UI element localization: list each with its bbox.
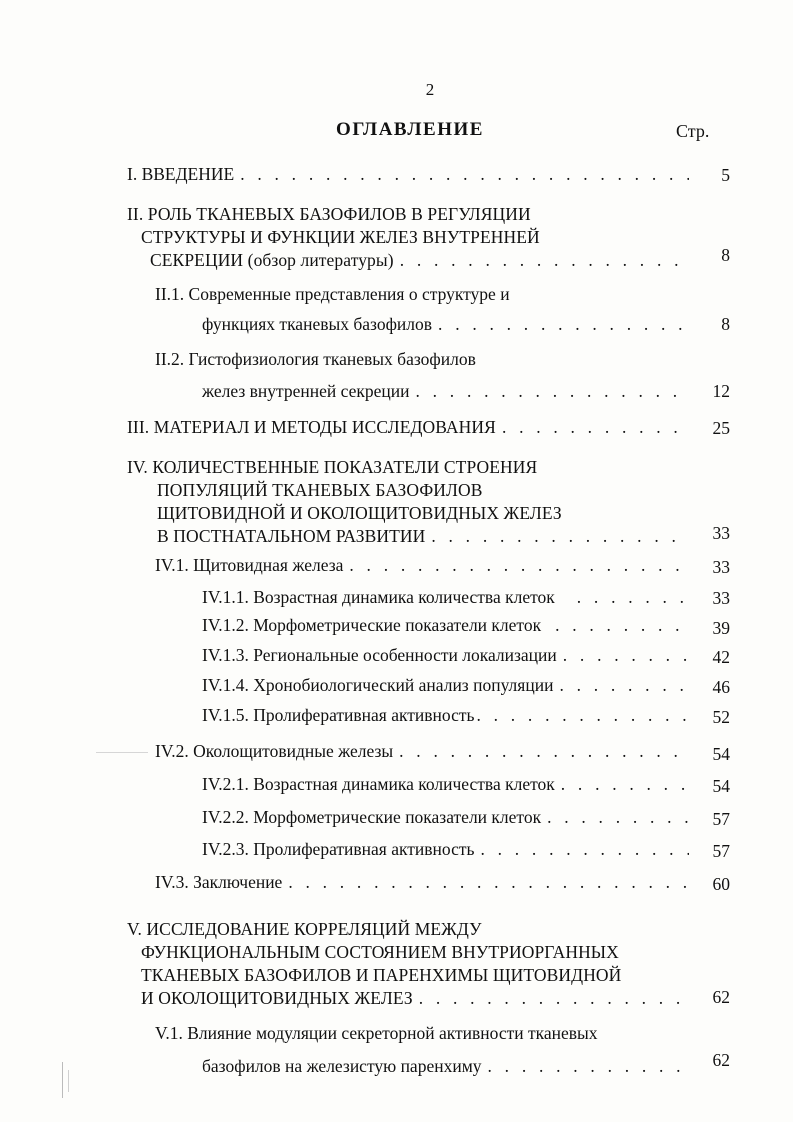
toc-entry-4-2-1[interactable] bbox=[202, 773, 697, 796]
leader-dots bbox=[555, 614, 689, 637]
toc-entry-4-1-2[interactable] bbox=[202, 614, 697, 637]
entry-title: III. МАТЕРИАЛ И МЕТОДЫ ИССЛЕДОВАНИЯ bbox=[127, 417, 496, 437]
entry-title: I. ВВЕДЕНИЕ bbox=[127, 164, 235, 184]
entry-title: IV.2. Околощитовидные железы bbox=[155, 741, 394, 761]
entry-title: IV.1.2. Морфометрические показатели клеток bbox=[202, 615, 542, 635]
entry-title: IV.3. Заключение bbox=[155, 872, 283, 892]
entry-title-line: ПОПУЛЯЦИЙ ТКАНЕВЫХ БАЗОФИЛОВ bbox=[157, 480, 483, 500]
entry-page: 5 bbox=[721, 165, 730, 185]
entry-title-line: И ОКОЛОЩИТОВИДНЫХ ЖЕЛЕЗ bbox=[141, 988, 413, 1008]
leader-dots bbox=[240, 163, 689, 186]
entry-title: IV.1.1. Возрастная динамика количества клеток bbox=[202, 587, 555, 607]
leader-dots bbox=[349, 554, 689, 577]
leader-dots bbox=[476, 704, 689, 727]
toc-entry-4-3[interactable] bbox=[155, 871, 697, 894]
entry-title-line: II.2. Гистофизиология тканевых базофилов bbox=[155, 349, 476, 369]
toc-entry-introduction[interactable] bbox=[127, 163, 697, 186]
entry-title: IV.1.5. Пролиферативная активность bbox=[202, 705, 475, 725]
leader-dots bbox=[288, 871, 689, 894]
entry-page: 42 bbox=[712, 647, 730, 667]
scan-artifact-line bbox=[96, 752, 148, 753]
leader-dots bbox=[488, 1055, 689, 1078]
leader-dots bbox=[559, 674, 689, 697]
entry-page: 33 bbox=[712, 523, 730, 543]
entry-title: IV.1. Щитовидная железа bbox=[155, 555, 344, 575]
entry-title-line: V. ИССЛЕДОВАНИЕ КОРРЕЛЯЦИЙ МЕЖДУ bbox=[127, 919, 482, 939]
leader-dots bbox=[563, 644, 689, 667]
entry-title-line: II.1. Современные представления о структуре и bbox=[155, 284, 510, 304]
entry-title-line: базофилов на железистую паренхиму bbox=[202, 1056, 482, 1076]
leader-dots bbox=[431, 525, 689, 548]
entry-page: 54 bbox=[712, 744, 730, 764]
entry-title-line: функциях тканевых базофилов bbox=[202, 314, 433, 334]
toc-title: ОГЛАВЛЕНИЕ bbox=[336, 119, 484, 140]
page-column-header: Стр. bbox=[676, 121, 710, 141]
leader-dots bbox=[438, 313, 689, 336]
entry-page: 46 bbox=[712, 677, 730, 697]
entry-title-line: ТКАНЕВЫХ БАЗОФИЛОВ И ПАРЕНХИМЫ ЩИТОВИДНОЙ bbox=[141, 965, 622, 985]
leader-dots bbox=[561, 773, 689, 796]
toc-entry-chapter-3[interactable] bbox=[127, 416, 697, 439]
scan-artifact-line bbox=[62, 1062, 63, 1098]
leader-dots bbox=[577, 586, 689, 609]
leader-dots bbox=[400, 249, 689, 272]
entry-title: IV.2.3. Пролиферативная активность bbox=[202, 839, 475, 859]
entry-title-line: желез внутренней секреции bbox=[202, 381, 410, 401]
entry-title-line: СТРУКТУРЫ И ФУНКЦИИ ЖЕЛЕЗ ВНУТРЕННЕЙ bbox=[141, 227, 540, 247]
toc-entry-2-1[interactable] bbox=[155, 283, 697, 336]
leader-dots bbox=[419, 987, 689, 1010]
entry-title: IV.1.3. Региональные особенности локализации bbox=[202, 645, 557, 665]
entry-title-line: СЕКРЕЦИИ (обзор литературы) bbox=[150, 250, 394, 270]
toc-entry-chapter-4[interactable] bbox=[127, 456, 697, 548]
entry-title: IV.2.2. Морфометрические показатели клеток bbox=[202, 807, 542, 827]
entry-page: 62 bbox=[712, 987, 730, 1007]
entry-title-line: IV. КОЛИЧЕСТВЕННЫЕ ПОКАЗАТЕЛИ СТРОЕНИЯ bbox=[127, 457, 538, 477]
entry-page: 57 bbox=[712, 841, 730, 861]
entry-page: 62 bbox=[712, 1050, 730, 1070]
toc-entry-4-2-3[interactable] bbox=[202, 838, 697, 861]
entry-page: 33 bbox=[712, 588, 730, 608]
entry-page: 52 bbox=[712, 707, 730, 727]
entry-page: 8 bbox=[721, 314, 730, 334]
entry-title-line: В ПОСТНАТАЛЬНОМ РАЗВИТИИ bbox=[157, 526, 426, 546]
entry-page: 39 bbox=[712, 618, 730, 638]
entry-title: IV.2.1. Возрастная динамика количества клеток bbox=[202, 774, 555, 794]
entry-page: 57 bbox=[712, 809, 730, 829]
entry-title: IV.1.4. Хронобиологический анализ популяции bbox=[202, 675, 554, 695]
toc-entry-chapter-2[interactable] bbox=[127, 203, 697, 272]
leader-dots bbox=[399, 740, 689, 763]
leader-dots bbox=[480, 838, 689, 861]
toc-entry-4-2-2[interactable] bbox=[202, 806, 697, 829]
toc-entry-2-2[interactable] bbox=[155, 348, 697, 403]
toc-entry-4-1[interactable] bbox=[155, 554, 697, 577]
scan-artifact-line bbox=[68, 1070, 69, 1092]
entry-title-line: ФУНКЦИОНАЛЬНЫМ СОСТОЯНИЕМ ВНУТРИОРГАННЫХ bbox=[141, 942, 619, 962]
entry-title-line: ЩИТОВИДНОЙ И ОКОЛОЩИТОВИДНЫХ ЖЕЛЕЗ bbox=[157, 503, 562, 523]
leader-dots bbox=[416, 380, 690, 403]
entry-page: 12 bbox=[712, 381, 730, 401]
toc-entry-4-1-4[interactable] bbox=[202, 674, 697, 697]
entry-page: 60 bbox=[712, 874, 730, 894]
toc-entry-4-1-5[interactable] bbox=[202, 704, 697, 727]
entry-page: 8 bbox=[721, 245, 730, 265]
toc-entry-4-1-1[interactable] bbox=[202, 586, 697, 609]
toc-entry-chapter-5[interactable] bbox=[127, 918, 697, 1010]
leader-dots bbox=[502, 416, 689, 439]
entry-title-line: II. РОЛЬ ТКАНЕВЫХ БАЗОФИЛОВ В РЕГУЛЯЦИИ bbox=[127, 204, 531, 224]
entry-page: 54 bbox=[712, 776, 730, 796]
page-number: 2 bbox=[425, 80, 435, 99]
toc-entry-5-1[interactable] bbox=[155, 1022, 697, 1078]
leader-dots bbox=[547, 806, 689, 829]
entry-title-line: V.1. Влияние модуляции секреторной активности тканевых bbox=[155, 1023, 598, 1043]
toc-entry-4-2[interactable] bbox=[155, 740, 697, 763]
entry-page: 25 bbox=[712, 418, 730, 438]
toc-entry-4-1-3[interactable] bbox=[202, 644, 697, 667]
entry-page: 33 bbox=[712, 557, 730, 577]
